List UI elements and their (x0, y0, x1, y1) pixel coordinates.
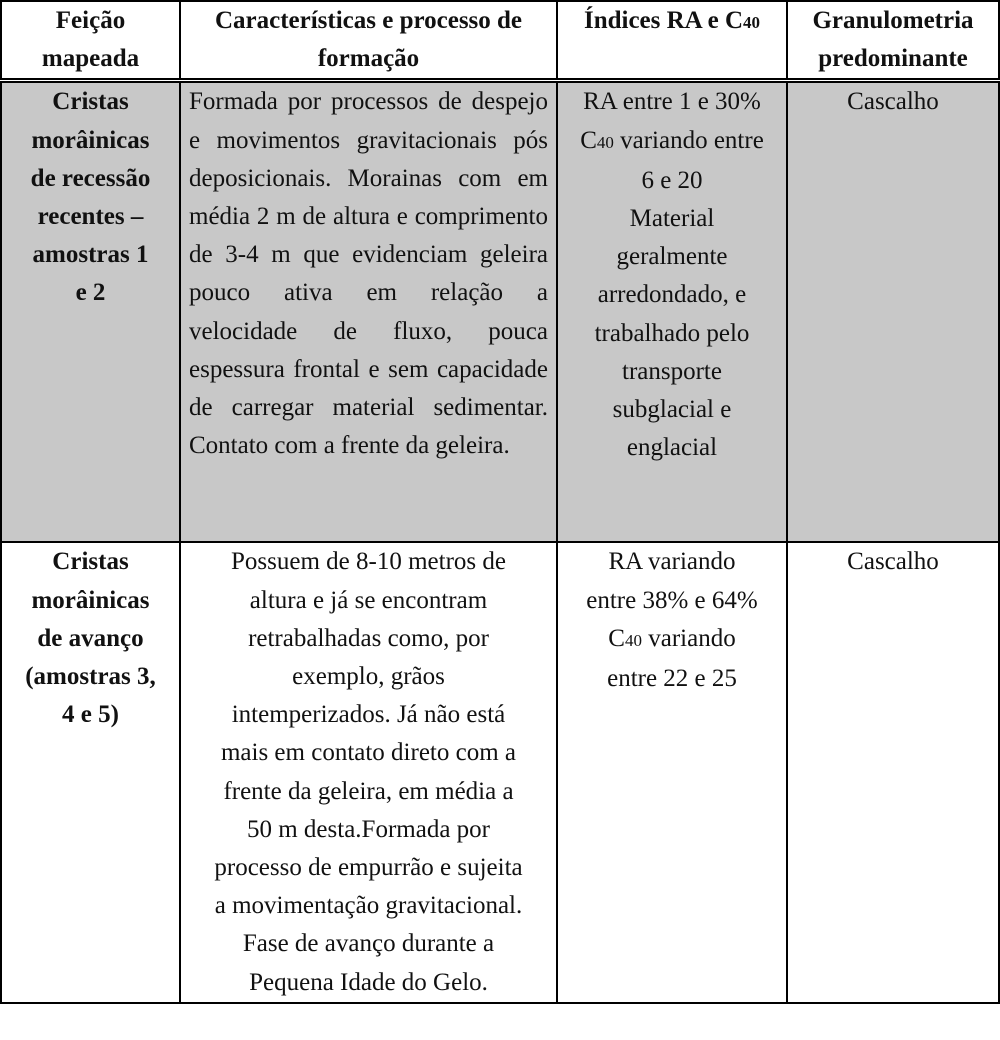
header-indices: Índices RA e C40 (557, 1, 787, 81)
header-granulometry: Granulometria predominante (787, 1, 999, 81)
feature-cell: Cristas morâinicas de recessão recentes – amostras 1 e 2 (1, 81, 180, 543)
feature-cell: Cristas morâinicas de avanço (amostras 3, 4 e 5) (1, 542, 180, 1002)
header-row (1, 1, 999, 81)
granulometry-cell: Cascalho (787, 542, 999, 1002)
characteristics-cell: Formada por processos de despejo e movimentos gravitacionais pós deposicionais. Morainas com em média 2 m de altura e comprimento de 3-4 m que evidenciam geleira pouco ativa em relação a velocidade de fluxo, pouca espessura frontal e sem capacidade de carregar material sedimentar. Contato com a frente da geleira. (180, 81, 557, 543)
header-feature: Feição mapeada (1, 1, 180, 81)
granulometry-cell: Cascalho (787, 81, 999, 543)
indices-cell: RA entre 1 e 30% C40 variando entre 6 e 20 Material geralmente arredondado, e trabalhado pelo transporte subglacial e englacial (557, 81, 787, 543)
header-characteristics: Características e processo de formação (180, 1, 557, 81)
indices-cell: RA variando entre 38% e 64% C40 variando entre 22 e 25 (557, 542, 787, 1002)
table-row (1, 542, 999, 1002)
table-row (1, 81, 999, 543)
characteristics-cell: Possuem de 8-10 metros de altura e já se encontram retrabalhadas como, por exemplo, grãos intemperizados. Já não está mais em contato direto com a frente da geleira, em média a 50 m desta.Formada por processo de empurrão e sujeita a movimentação gravitacional. Fase de avanço durante a Pequena Idade do Gelo. (180, 542, 557, 1002)
